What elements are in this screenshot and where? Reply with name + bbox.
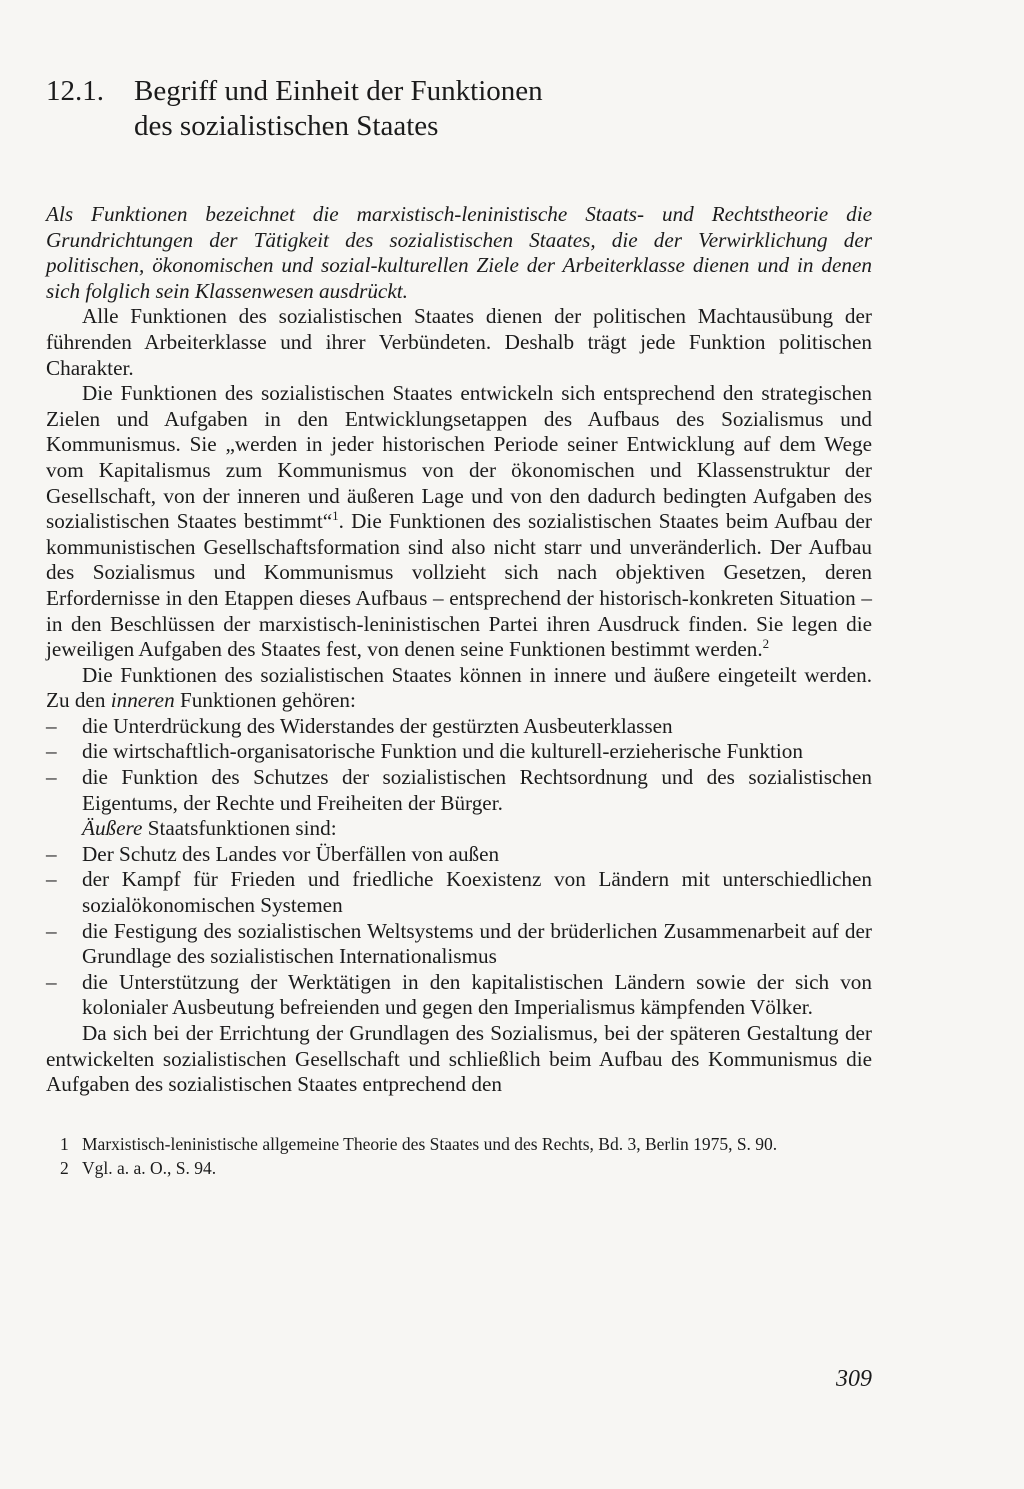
dash-bullet: – [46, 918, 57, 943]
paragraph-3 [46, 663, 872, 714]
list-item-text: Der Schutz des Landes vor Überfällen von außen [82, 841, 500, 866]
list-item [46, 970, 872, 1021]
paragraph-3-after: Funktionen gehören: [174, 688, 356, 713]
section-title [134, 74, 594, 144]
dash-bullet: – [46, 867, 57, 892]
body-text [46, 202, 872, 1098]
footnote-2 [46, 1158, 872, 1179]
list-item [46, 919, 872, 970]
footnotes [46, 1134, 872, 1179]
list-item [46, 842, 872, 868]
list-item-text: die Unterstützung der Werktätigen in den kapitalistischen Ländern sowie der sich von kolonialer Ausbeutung befreienden und gegen den Imperialismus kämpfenden Völker. [82, 969, 872, 1020]
outer-intro-after: Staatsfunktionen sind: [142, 816, 337, 841]
footnote-text: Vgl. a. a. O., S. 94. [82, 1157, 217, 1178]
inner-functions-list [46, 714, 872, 816]
section-heading [46, 74, 872, 144]
page-content [46, 74, 872, 1182]
dash-bullet: – [46, 713, 57, 738]
lead-paragraph: Als Funktionen bezeichnet die marxistisch-leninistische Staats- und Rechtstheorie die Grundrichtungen der Tätigkeit des sozialistischen Staates, die der Verwirklichung der politischen, ökonomischen und sozial-kulturellen Ziele der Arbeiterklasse dienen und in denen sich folglich sein Klassenwesen ausdrückt. [46, 202, 872, 303]
footnote-ref-2[interactable]: 2 [762, 636, 770, 652]
outer-functions-intro [46, 816, 872, 842]
page-number: 309 [836, 1366, 872, 1392]
paragraph-1: Alle Funktionen des sozialistischen Staates dienen der politischen Machtausübung der führenden Arbeiterklasse und ihrer Verbündeten. Deshalb trägt jede Funktion politischen Charakter. [46, 304, 872, 380]
paragraph-3-before: Die Funktionen des sozialistischen Staates können in innere und äußere eingeteilt werden. Zu den [46, 662, 872, 713]
footnote-1 [46, 1134, 872, 1155]
list-item [46, 714, 872, 740]
paragraph-3-emphasis: inneren [110, 688, 175, 713]
section-title-line2: des sozialistischen Staates [134, 110, 439, 142]
dash-bullet: – [46, 765, 57, 790]
paragraph-2-text-cont: . Die Funktionen des sozialistischen Staates beim Aufbau der kommunistischen Gesellschaftsformation sind also nicht starr und unveränderlich. Der Aufbau des Sozialismus und Kommunismus vollzieht sich nach objektiven Gesetzen, deren Erfordernisse in den Etappen dieses Aufbaus – entsprechend der historisch-konkreten Situation – in den Beschlüssen der marxistisch-leninistischen Partei ihren Ausdruck finden. Sie legen die jeweiligen Aufgaben des Staates fest, von denen seine Funktionen bestimmt werden. [46, 509, 872, 662]
footnote-ref-1[interactable]: 1 [332, 508, 339, 524]
dash-bullet: – [46, 969, 57, 994]
paragraph-2 [46, 381, 872, 663]
list-item [46, 765, 872, 816]
dash-bullet: – [46, 841, 57, 866]
outer-functions-list [46, 842, 872, 1021]
section-number: 12.1. [46, 75, 104, 107]
list-item-text: die Festigung des sozialistischen Weltsystems und der brüderlichen Zusammenarbeit auf der Grundlage des sozialistischen Internationalismus [82, 918, 872, 969]
list-item [46, 739, 872, 765]
list-item-text: der Kampf für Frieden und friedliche Koexistenz von Ländern mit unterschiedlichen sozialökonomischen Systemen [82, 867, 872, 918]
footnote-number: 1 [60, 1133, 69, 1154]
dash-bullet: – [46, 739, 57, 764]
footnote-number: 2 [60, 1157, 69, 1178]
outer-intro-emphasis: Äußere [82, 816, 143, 841]
paragraph-4: Da sich bei der Errichtung der Grundlagen des Sozialismus, bei der späteren Gestaltung der entwickelten sozialistischen Gesellschaft und schließlich beim Aufbau des Kommunismus die Aufgaben des sozialistischen Staates entprechend den [46, 1021, 872, 1097]
paragraph-2-text: Die Funktionen des sozialistischen Staates entwickeln sich entsprechend den strategischen Zielen und Aufgaben in den Entwicklungsetappen des Aufbaus des Sozialismus und Kommunismus. Sie „werden in jeder historischen Periode seiner Entwicklung auf dem Wege vom Kapitalismus zum Kommunismus von der ökonomischen und Klassenstruktur der Gesellschaft, von der inneren und äußeren Lage und von den dadurch bedingten Aufgaben des sozialistischen Staates bestimmt“ [46, 381, 872, 534]
list-item-text: die Funktion des Schutzes der sozialistischen Rechtsordnung und des sozialistischen Eigentums, der Rechte und Freiheiten der Bürger. [82, 765, 872, 815]
footnote-text: Marxistisch-leninistische allgemeine Theorie des Staates und des Rechts, Bd. 3, Berlin 1975, S. 90. [82, 1133, 778, 1154]
list-item-text: die wirtschaftlich-organisatorische Funktion und die kulturell-erzieherische Funktion [82, 739, 803, 764]
section-title-line1: Begriff und Einheit der Funktionen [134, 75, 543, 107]
list-item [46, 867, 872, 918]
list-item-text: die Unterdrückung des Widerstandes der gestürzten Ausbeuterklassen [82, 713, 673, 738]
